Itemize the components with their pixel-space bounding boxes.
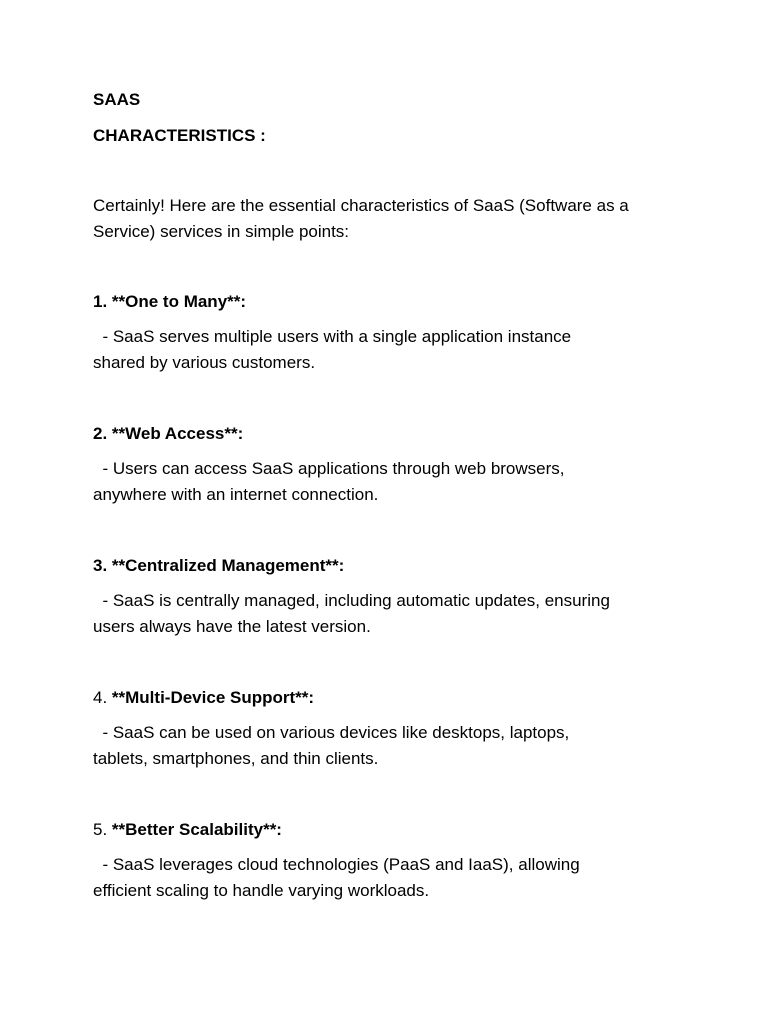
- item-body-line-2: shared by various customers.: [93, 353, 316, 372]
- item-body-line-1: - SaaS can be used on various devices like desktops, laptops,: [93, 723, 570, 742]
- item-heading: [93, 817, 282, 843]
- item-heading: [93, 421, 243, 447]
- item-body-line-1: - SaaS leverages cloud technologies (PaaS and IaaS), allowing: [93, 855, 580, 874]
- item-number: 3.: [93, 556, 112, 575]
- item-heading: [93, 553, 344, 579]
- item-heading-text: **Centralized Management**:: [111, 556, 345, 575]
- item-number: 2.: [93, 424, 112, 443]
- item-body-line-2: users always have the latest version.: [93, 617, 371, 636]
- document-subtitle: CHARACTERISTICS :: [93, 126, 266, 145]
- item-heading-text: **Multi-Device Support**:: [111, 688, 315, 707]
- item-number: 5.: [93, 820, 112, 839]
- item-body-line-1: - SaaS is centrally managed, including automatic updates, ensuring: [93, 591, 610, 610]
- item-number: 4.: [93, 688, 112, 707]
- item-heading-text: **One to Many**:: [111, 292, 247, 311]
- item-heading: [93, 685, 314, 711]
- item-heading-text: **Better Scalability**:: [111, 820, 282, 839]
- item-body-line-2: anywhere with an internet connection.: [93, 485, 379, 504]
- item-body-line-2: tablets, smartphones, and thin clients.: [93, 749, 379, 768]
- item-heading-text: **Web Access**:: [111, 424, 244, 443]
- document-title: SAAS: [93, 90, 141, 109]
- item-heading: [93, 289, 246, 315]
- intro-line-1: Certainly! Here are the essential characteristics of SaaS (Software as a: [93, 196, 629, 215]
- item-number: 1.: [93, 292, 112, 311]
- item-body-line-1: - SaaS serves multiple users with a single application instance: [93, 327, 572, 346]
- item-body-line-2: efficient scaling to handle varying workloads.: [93, 881, 430, 900]
- intro-line-2: Service) services in simple points:: [93, 222, 350, 241]
- item-body-line-1: - Users can access SaaS applications through web browsers,: [93, 459, 565, 478]
